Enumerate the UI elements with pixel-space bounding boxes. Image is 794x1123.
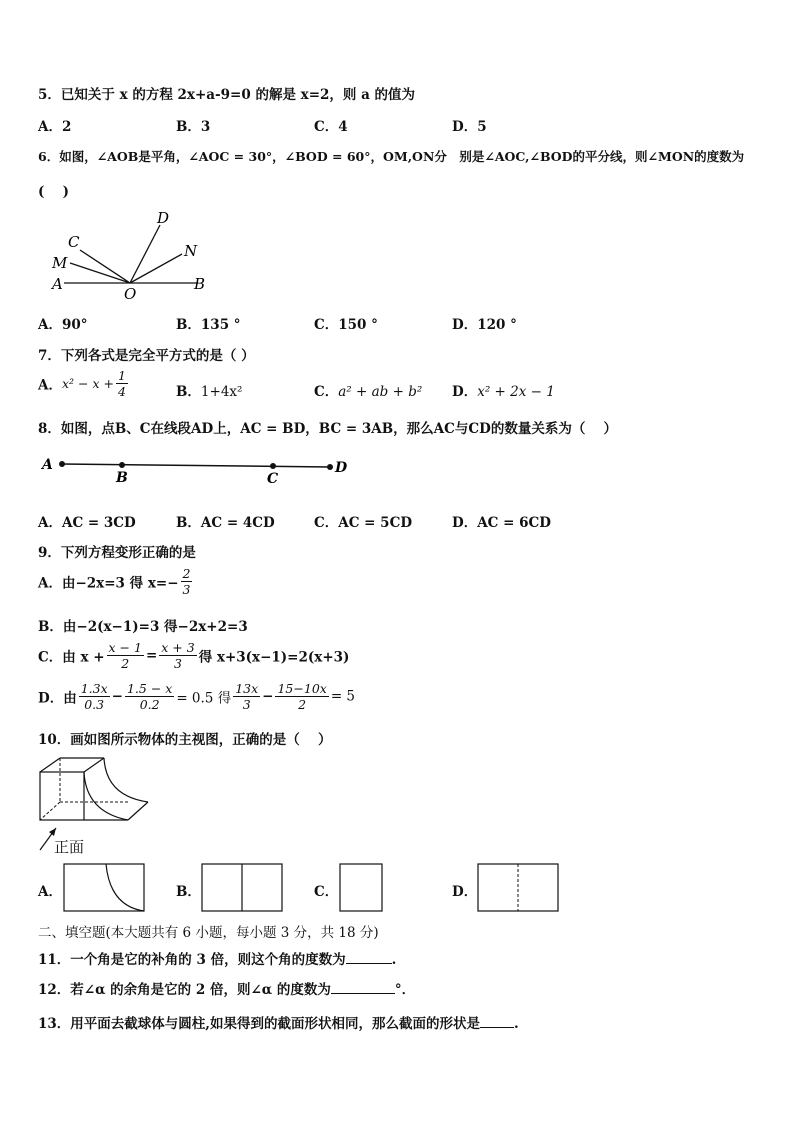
q6-option-c: C．150 ° [314,317,378,333]
q13-end: . [514,1016,519,1032]
front-label: 正面 [54,838,85,856]
q9-d-num1: 1.3x [80,681,108,696]
q9-a-num: 2 [182,566,191,581]
q9-c-prefix: C．由 x + [38,649,105,666]
q7-option-c [314,380,422,400]
q9-option-d [38,681,355,712]
q5-option-b: B．3 [176,119,211,135]
q10-option-d-figure [476,862,562,914]
q9-c-num1: x − 1 [108,640,142,655]
section-title: 二、填空题(本大题共有 6 小题，每小题 3 分，共 18 分) [38,925,379,941]
q9-c-den2: 3 [174,656,182,671]
q6-stem: 6．如图，∠AOB是平角，∠AOC = 30°，∠BOD = 60°，OM,ON分 别是∠AOC,∠BOD的平分线，则∠MON的度数为 [38,149,745,164]
q9-d-minus: − [111,688,123,705]
q9-c-suffix: 得 x+3(x−1)=2(x+3) [198,649,350,666]
q9-d-num3: 13x [235,681,259,696]
label-d: D [157,209,170,227]
q9-d-den2: 0.2 [139,697,160,712]
q9-a-den: 3 [182,582,191,597]
q9-d-den4: 2 [298,697,307,712]
q10-option-c-figure [338,862,386,914]
q8-option-b: B．AC = 4CD [176,515,275,531]
q7-a-expr: x² − x + [61,376,114,391]
q7-a-den: 4 [117,384,126,399]
q7-option-a [38,368,130,399]
q9-c-eq: = [145,647,158,664]
q10-option-a-figure [62,862,148,914]
q7-b-expr: 1+4x² [200,384,243,400]
label-c: C [68,233,80,251]
q9-c-den1: 2 [121,656,130,671]
q7-option-b [176,380,242,400]
q8-option-d: D．AC = 6CD [452,515,551,531]
q9-stem: 9．下列方程变形正确的是 [38,545,196,561]
q13-blank[interactable] [480,1027,514,1028]
seg-label-b: B [116,470,128,486]
q12-text: 12．若∠α 的余角是它的 2 倍，则∠α 的度数为 [38,982,331,998]
label-a: A [52,275,63,293]
label-m: M [52,254,68,272]
q12-end: °． [394,982,416,998]
angle-figure [48,208,218,300]
q9-c-num2: x + 3 [161,640,195,655]
seg-label-d: D [335,460,348,476]
q11-blank[interactable] [346,963,392,964]
q13 [38,1012,519,1032]
q8-option-a: A．AC = 3CD [38,515,136,531]
q12-blank[interactable] [331,993,395,994]
q10-option-a-label: A． [38,884,62,900]
q7-a-label: A． [38,377,62,394]
q9-option-b: B．由−2(x−1)=3 得−2x+2=3 [38,619,248,635]
q9-d-prefix: D．由 [38,690,77,707]
q9-d-minus2: − [262,688,274,705]
seg-label-a: A [42,457,53,473]
q9-d-den3: 3 [242,697,251,712]
q5-option-c: C．4 [314,119,348,135]
q5-option-d: D．5 [452,119,487,135]
q11-end: . [391,952,397,968]
q11-text: 11．一个角是它的补角的 3 倍，则这个角的度数为 [38,952,346,968]
q9-d-den1: 0.3 [84,697,105,712]
q7-c-expr: a² + ab + b² [338,384,423,400]
q11 [38,948,396,968]
label-b: B [194,275,206,293]
q10-option-b-label: B． [176,884,201,900]
q6-option-a: A．90° [38,317,88,333]
q7-d-label: D． [452,384,478,400]
segment-figure [38,450,358,490]
q6-option-d: D．120 ° [452,317,517,333]
q7-stem: 7．下列各式是完全平方式的是（ ） [38,348,255,364]
q10-option-c-label: C． [314,884,339,900]
seg-label-c: C [267,471,279,487]
q5-stem: 5．已知关于 x 的方程 2x+a-9=0 的解是 x=2，则 a 的值为 [38,87,416,103]
q9-d-num4: 15−10x [277,681,327,696]
q6-paren: ( ) [38,184,69,200]
q7-d-expr: x² + 2x − 1 [477,384,555,400]
q5-option-a: A．2 [38,119,72,135]
q7-option-d [452,380,555,400]
q9-option-a [38,566,194,597]
q7-b-label: B． [176,384,201,400]
label-n: N [184,242,198,260]
q8-stem: 8．如图，点B、C在线段AD上，AC = BD，BC = 3AB，那么AC与CD的数量关系为（ ） [38,421,618,437]
q10-stem: 10．画如图所示物体的主视图，正确的是（ ） [38,732,332,748]
q9-option-c [38,640,349,671]
q9-d-mid: = 0.5 得 [176,690,232,707]
q7-a-num: 1 [117,368,126,383]
q13-text: 13．用平面去截球体与圆柱,如果得到的截面形状相同，那么截面的形状是 [38,1016,480,1032]
q7-c-label: C． [314,384,339,400]
q9-d-num2: 1.5 − x [126,681,173,696]
q12 [38,978,415,998]
q9-a-text: A．由−2x=3 得 x=− [38,575,179,592]
label-o: O [124,285,137,300]
q10-option-b-figure [200,862,286,914]
q8-option-c: C．AC = 5CD [314,515,413,531]
q9-d-end: = 5 [330,688,356,705]
q6-option-b: B．135 ° [176,317,241,333]
q10-option-d-label: D． [452,884,478,900]
